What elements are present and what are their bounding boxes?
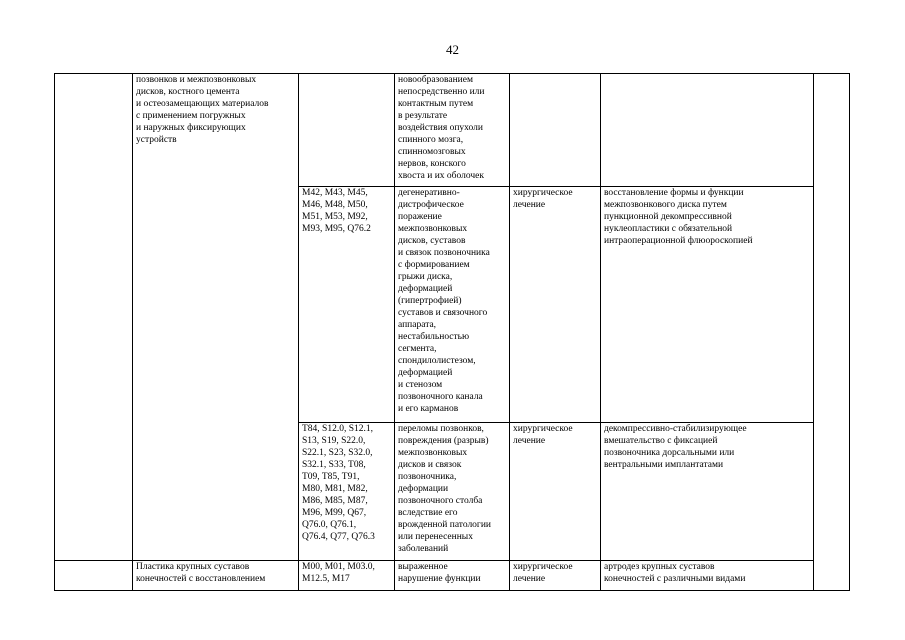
treatment-method-cell: артродез крупных суставов конечностей с различными видами bbox=[601, 561, 814, 591]
intervention-name-cell: позвонков и межпозвонковых дисков, костного цемента и остеозамещающих материалов с применением погружных и наружных фиксирующих устройств bbox=[133, 74, 299, 561]
patient-model-cell: выраженное нарушение функции bbox=[395, 561, 510, 591]
medical-care-table bbox=[54, 73, 850, 591]
number-cell bbox=[55, 74, 133, 561]
treatment-type-cell: хирургическое лечение bbox=[510, 423, 601, 561]
patient-model-cell: переломы позвонков, повреждения (разрыв) межпозвонковых дисков и связок позвоночника, деформации позвоночного столба вследствие его врожденной патологии или перенесенных заболеваний bbox=[395, 423, 510, 561]
patient-model-cell: дегенеративно- дистрофическое поражение межпозвонковых дисков, суставов и связок позвоночника с формированием грыжи диска, деформацией (гипертрофией) суставов и связочного аппарата, нестабильностью сегмента, спондилолистезом, деформацией и стенозом позвоночного канала и его карманов bbox=[395, 187, 510, 423]
treatment-type-cell: хирургическое лечение bbox=[510, 561, 601, 591]
treatment-type-cell bbox=[510, 74, 601, 187]
treatment-method-cell: декомпрессивно-стабилизирующее вмешательство с фиксацией позвоночника дорсальными или вентральными имплантатами bbox=[601, 423, 814, 561]
intervention-name-cell: Пластика крупных суставов конечностей с восстановлением bbox=[133, 561, 299, 591]
icd-codes-cell: T84, S12.0, S12.1, S13, S19, S22.0, S22.1, S23, S32.0, S32.1, S33, T08, T09, T85, T91, M80, M81, M82, M86, M85, M87, M96, M99, Q67, Q76.0, Q76.1, Q76.4, Q77, Q76.3 bbox=[299, 423, 395, 561]
norm-cell bbox=[814, 74, 850, 591]
icd-codes-cell: M42, M43, M45, M46, M48, M50, M51, M53, M92, M93, M95, Q76.2 bbox=[299, 187, 395, 423]
icd-codes-cell: M00, M01, M03.0, M12.5, M17 bbox=[299, 561, 395, 591]
table-row bbox=[55, 561, 850, 591]
number-cell bbox=[55, 561, 133, 591]
treatment-method-cell bbox=[601, 74, 814, 187]
treatment-method-cell: восстановление формы и функции межпозвонкового диска путем пункционной декомпрессивной нуклеопластики с обязательной интраоперационной флюороскопией bbox=[601, 187, 814, 423]
treatment-type-cell: хирургическое лечение bbox=[510, 187, 601, 423]
table-row bbox=[55, 74, 850, 187]
patient-model-cell: новообразованием непосредственно или контактным путем в результате воздействия опухоли спинного мозга, спинномозговых нервов, конского хвоста и их оболочек bbox=[395, 74, 510, 187]
page-number: 42 bbox=[446, 42, 459, 57]
icd-codes-cell bbox=[299, 74, 395, 187]
